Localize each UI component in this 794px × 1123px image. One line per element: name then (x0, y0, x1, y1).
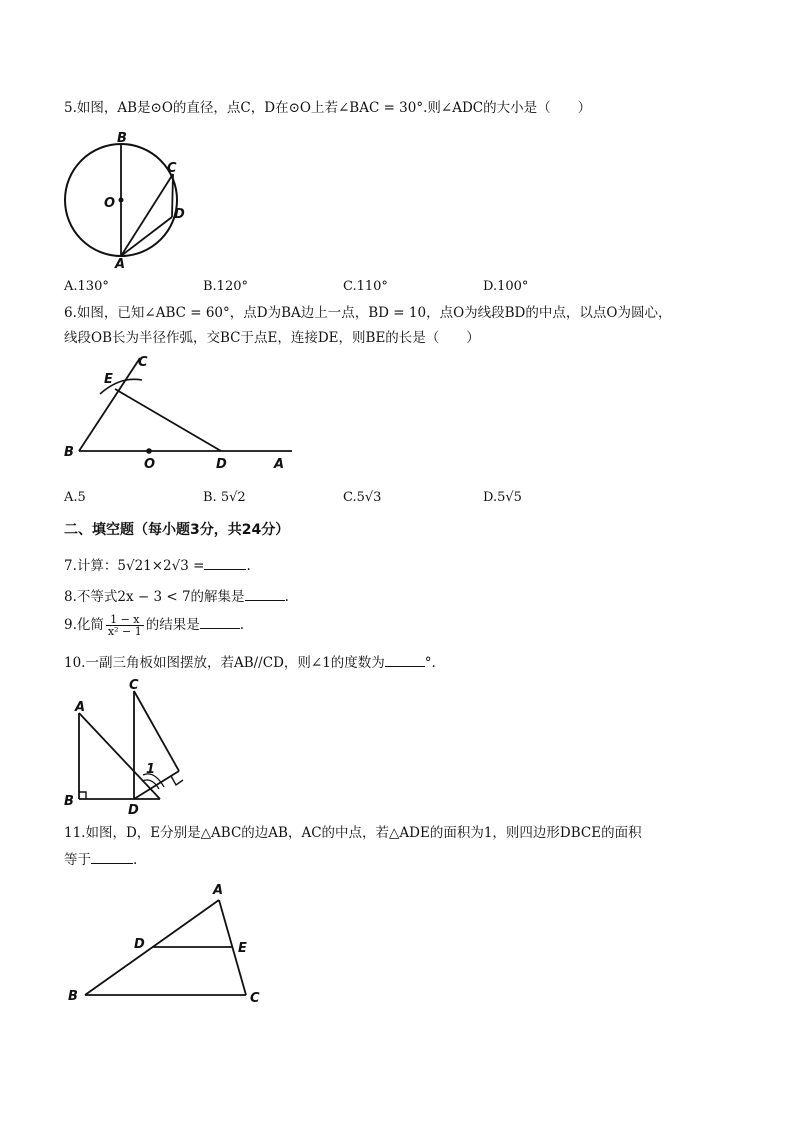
q6-label-c: C (138, 355, 148, 370)
q6-option-b: B. 5√2 (203, 490, 246, 505)
q11-label-c: C (250, 991, 260, 1006)
q6-label-b: B (64, 445, 74, 460)
q5-option-b: B.120° (203, 279, 248, 294)
q5-option-c: C.110° (343, 279, 388, 294)
q7-text: 7.计算：5√21×2√3 = (64, 558, 205, 574)
q6-text-line1: 6.如图，已知∠ABC = 60°，点D为BA边上一点，BD = 10，点O为线段BD的中点，以点O为圆心， (64, 305, 672, 321)
q7-answer-blank (204, 555, 246, 570)
q6-label-d: D (216, 457, 227, 472)
q9-prefix: 9.化简 (64, 617, 104, 633)
q5-label-a: A (115, 257, 126, 272)
q11-text-line2: 等于 (64, 852, 91, 868)
section-title-fill-in: 二、填空题（每小题3分，共24分） (64, 522, 290, 538)
q11-line2 (64, 849, 137, 870)
q8-text: 8.不等式2x − 3 < 7的解集是 (64, 589, 245, 605)
q9-fraction (106, 614, 144, 637)
q10-angle-1-label: 1 (146, 762, 156, 777)
q8-end: . (284, 589, 289, 605)
q6-text-line2: 线段OB长为半径作弧，交BC于点E，连接DE，则BE的长是（ ） (64, 330, 480, 346)
q11-answer-blank (91, 849, 133, 864)
q5-circle-figure (60, 130, 200, 270)
q9-answer-blank (200, 614, 240, 629)
q5-label-c: C (167, 161, 177, 176)
q10-label-b: B (64, 794, 74, 809)
q11-triangle-figure (60, 880, 275, 1010)
q10-line (64, 652, 436, 673)
q9-end: . (239, 617, 245, 633)
q11-label-b: B (68, 989, 78, 1004)
q6-option-d: D.5√5 (483, 490, 522, 505)
q5-label-b: B (117, 131, 127, 146)
q10-end: °. (424, 655, 436, 671)
q6-label-a: A (274, 457, 285, 472)
q5-option-d: D.100° (483, 279, 529, 294)
q9-suffix: 的结果是 (145, 617, 200, 633)
q9-denominator: x² − 1 (107, 625, 142, 638)
q6-option-c: C.5√3 (343, 490, 382, 505)
q9-numerator: 1 − x (106, 614, 144, 626)
q11-end: . (133, 852, 138, 868)
q11-label-a: A (213, 883, 224, 898)
q5-text: 5.如图，AB是⊙O的直径，点C，D在⊙O上若∠BAC = 30°.则∠ADC的大小是（ ） (64, 100, 592, 116)
q10-label-c: C (129, 678, 139, 693)
q8-line (64, 586, 289, 607)
q6-label-o: O (144, 457, 156, 472)
q8-answer-blank (245, 586, 285, 601)
q6-arc-figure (60, 350, 305, 475)
q10-label-d: D (128, 803, 139, 818)
q5-option-a: A.130° (64, 279, 109, 294)
q5-label-d: D (174, 207, 185, 222)
q6-label-e: E (104, 372, 113, 387)
q11-label-d: D (134, 937, 145, 952)
q5-label-o: O (104, 196, 116, 211)
q10-set-squares-figure (60, 675, 190, 820)
q9-line (64, 614, 244, 637)
q7-end: . (246, 558, 251, 574)
q10-label-a: A (75, 700, 86, 715)
q11-label-e: E (238, 941, 247, 956)
q6-option-a: A.5 (64, 490, 86, 505)
q10-text: 10.一副三角板如图摆放，若AB//CD，则∠1的度数为 (64, 655, 385, 671)
q10-answer-blank (385, 652, 425, 667)
q11-text-line1: 11.如图，D，E分别是△ABC的边AB，AC的中点，若△ADE的面积为1，则四边形DBCE的面积 (64, 825, 642, 841)
q7-line (64, 555, 251, 576)
